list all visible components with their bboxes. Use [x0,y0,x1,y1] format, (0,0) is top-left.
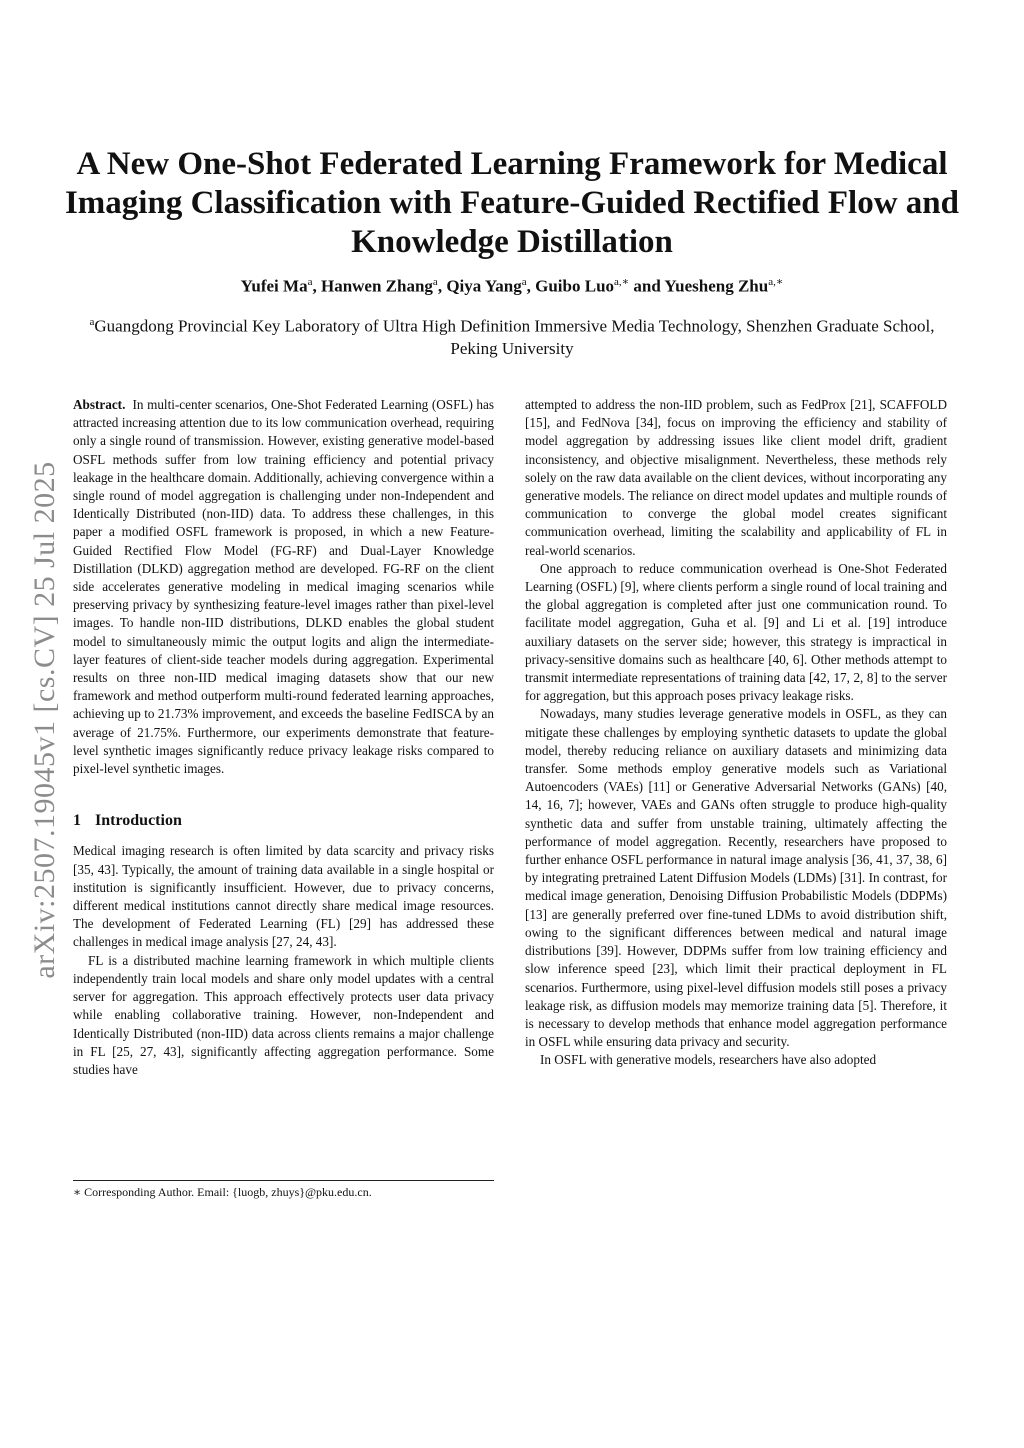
footnote: ∗ Corresponding Author. Email: {luogb, zhuys}@pku.edu.cn. [73,1185,372,1199]
author-affil-mark: a,∗ [768,276,784,288]
left-column [73,396,494,1079]
affiliation-text: Guangdong Provincial Key Laboratory of Ultra High Definition Immersive Media Technology, Shenzhen Graduate School, Peking University [94,316,935,358]
body-paragraph: FL is a distributed machine learning framework in which multiple clients independently train local models and share only model updates with a central server for aggregation. This approach effectively protects user data privacy while enabling collaborative training. However, non-Independent and Identically Distributed (non-IID) data across clients remains a major challenge in FL [25, 27, 43], significantly affecting aggregation performance. Some studies have [73,952,494,1077]
body-paragraph: Nowadays, many studies leverage generative models in OSFL, as they can mitigate these challenges by employing synthetic datasets to update the global model, thereby reducing reliance on auxiliary datasets and minimizing data transfer. Some methods employ generative models such as Variational Autoencoders (VAEs) [11] or Generative Adversarial Networks (GANs) [40, 14, 16, 7]; however, VAEs and GANs often struggle to produce high-quality synthetic data and suffer from unstable training, ultimately affecting the performance of model aggregation. Recently, researchers have proposed to further enhance OSFL performance in natural image analysis [36, 41, 37, 38, 6] by integrating pretrained Latent Diffusion Models (LDMs) [31]. In contrast, for medical image generation, Denoising Diffusion Probabilistic Models (DDPMs) [13] are generally preferred over fine-tuned LDMs to avoid distribution shift, owing to the significant differences between medical and natural image distributions [39]. However, DDPMs suffer from low training efficiency and slow inference speed [23], which limit their practical deployment in FL scenarios. Furthermore, using pixel-level diffusion models still poses a privacy leakage risk, as diffusion models may memorize training data [5]. Therefore, it is necessary to develop methods that enhance model aggregation performance in OSFL while ensuring data privacy and security. [525,706,947,1050]
affiliation-mark: a [89,316,95,328]
author-separator: , [437,276,447,296]
author-separator: , [526,276,536,296]
body-paragraph: One approach to reduce communication overhead is One-Shot Federated Learning (OSFL) [9], where clients perform a single round of local training and the global aggregation is completed after just one communication round. To facilitate model aggregation, Guha et al. [9] and Li et al. [19] introduce auxiliary datasets on the server side; however, this strategy is impractical in privacy-sensitive domains such as healthcare [40, 6]. Other methods attempt to transmit intermediate representations of training data [42, 17, 2, 8] to the server for aggregation, but this approach poses privacy leakage risks. [525,560,947,704]
author-name: Yufei Ma [240,276,308,296]
author-list [60,270,964,299]
paper-title: A New One-Shot Federated Learning Framework for Medical Imaging Classification with Feature-Guided Rectified Flow and Knowledge Distillation [64,146,960,260]
right-column [525,396,947,1070]
author-affil-mark: a [307,276,313,288]
author-name: Hanwen Zhang [320,276,433,296]
author-affil-mark: a [521,276,527,288]
section-title: Introduction [95,812,182,830]
affiliation [70,311,954,360]
section-number: 1 [73,812,81,830]
footnote-rule [73,1180,494,1181]
body-paragraph: Medical imaging research is often limited by data scarcity and privacy risks [35, 43]. Typically, the amount of training data available in a single hospital or institution is significantly insufficient. However, due to privacy concerns, different medical institutions cannot directly share medical image resources. The development of Federated Learning (FL) [29] has addressed these challenges in medical image analysis [27, 24, 43]. [73,843,494,950]
body-paragraph: In OSFL with generative models, researchers have also adopted [540,1052,877,1068]
author-affil-mark: a,∗ [614,276,630,288]
abstract-text: In multi-center scenarios, One-Shot Federated Learning (OSFL) has attracted increasing attention due to its low communication overhead, requiring only a single round of transmission. However, existing generative model-based OSFL methods suffer from low training efficiency and potential privacy leakage in the healthcare domain. Additionally, achieving convergence within a single round of model aggregation is challenging under non-Independent and Identically Distributed (non-IID) data. To address these challenges, in this paper a modified OSFL framework is proposed, in which a new Feature-Guided Rectified Flow Model (FG-RF) and Dual-Layer Knowledge Distillation (DLKD) aggregation method are developed. FG-RF on the client side accelerates generative modeling in medical imaging scenarios while preserving privacy by synthesizing feature-level images rather than pixel-level images. To handle non-IID distributions, DLKD enables the global student model to simultaneously mimic the output logits and align the intermediate-layer features of client-side teacher models during aggregation. Experimental results on three non-IID medical imaging datasets show that our new framework and method outperform multi-round federated learning approaches, achieving up to 21.73% improvement, and exceeds the baseline FedISCA by an average of 21.75%. Furthermore, our experiments demonstrate that feature-level synthetic images significantly reduce privacy leakage risks compared to pixel-level synthetic images. [73,397,495,777]
author-separator: , [312,276,321,296]
author-name: Guibo Luo [535,276,615,296]
arxiv-id: arXiv:2507.19045v1 [cs.CV] 25 Jul 2025 [28,461,61,979]
abstract [73,396,494,778]
author-name: Qiya Yang [446,276,522,296]
abstract-label: Abstract. [73,397,126,412]
section-heading [73,812,494,830]
author-affil-mark: a [432,276,438,288]
body-paragraph: attempted to address the non-IID problem, such as FedProx [21], SCAFFOLD [15], and FedNova [34], focus on improving the efficiency and stability of model aggregation by addressing issues like client model drift, gradient inconsistency, and objective misalignment. Nevertheless, these methods rely solely on the raw data available on the client devices, without incorporating any generative models. The reliance on direct model updates and multiple rounds of communication to converge the global model creates significant communication overhead, limiting the scalability and applicability of FL in real-world scenarios. [525,397,947,558]
author-separator: and [629,276,665,296]
author-name: Yuesheng Zhu [664,276,769,296]
